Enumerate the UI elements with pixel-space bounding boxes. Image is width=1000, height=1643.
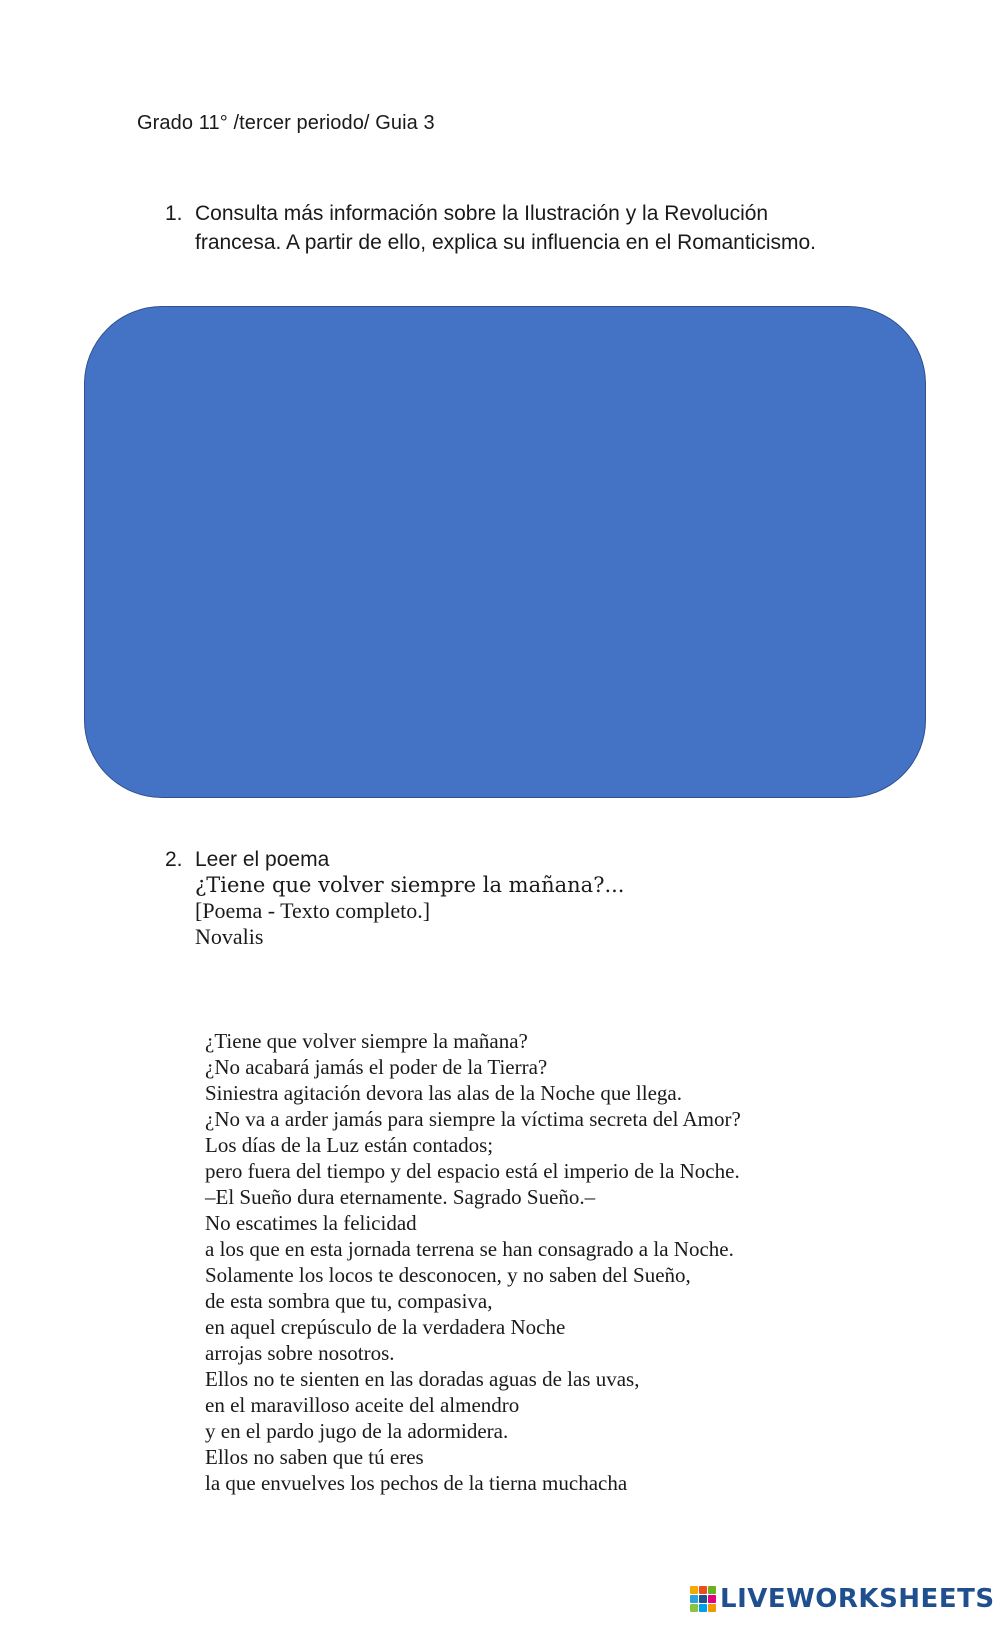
- liveworksheets-branding: [690, 1584, 995, 1614]
- poem-line: Solamente los locos te desconocen, y no saben del Sueño,: [205, 1263, 691, 1287]
- poem-title: ¿Tiene que volver siempre la mañana?...: [195, 873, 625, 897]
- poem-line: pero fuera del tiempo y del espacio está el imperio de la Noche.: [205, 1159, 740, 1183]
- poem-line: Siniestra agitación devora las alas de la Noche que llega.: [205, 1081, 682, 1105]
- question-2-number: 2.: [165, 848, 183, 871]
- question-1-line-1: Consulta más información sobre la Ilustración y la Revolución: [195, 202, 769, 225]
- logo-square: [690, 1595, 698, 1603]
- logo-square: [690, 1604, 698, 1612]
- question-1-text: [195, 199, 865, 257]
- poem-line: ¿Tiene que volver siempre la mañana?: [205, 1029, 528, 1053]
- poem-line: ¿No va a arder jamás para siempre la víctima secreta del Amor?: [205, 1107, 741, 1131]
- poem-body: [205, 1028, 741, 1496]
- poem-line: y en el pardo jugo de la adormidera.: [205, 1419, 509, 1443]
- poem-subtitle: [Poema - Texto completo.]: [195, 898, 431, 923]
- poem-header: [195, 872, 624, 950]
- poem-line: Los días de la Luz están contados;: [205, 1133, 494, 1157]
- question-2: [165, 845, 865, 874]
- poem-line: a los que en esta jornada terrena se han consagrado a la Noche.: [205, 1237, 734, 1261]
- poem-line: arrojas sobre nosotros.: [205, 1341, 395, 1365]
- poem-line: en el maravilloso aceite del almendro: [205, 1393, 520, 1417]
- poem-author: Novalis: [195, 924, 264, 949]
- liveworksheets-logo-icon: [690, 1586, 716, 1612]
- poem-line: –El Sueño dura eternamente. Sagrado Sueño.–: [205, 1185, 596, 1209]
- poem-line: la que envuelves los pechos de la tierna muchacha: [205, 1471, 628, 1495]
- logo-square: [708, 1595, 716, 1603]
- logo-square: [708, 1604, 716, 1612]
- poem-line: en aquel crepúsculo de la verdadera Noche: [205, 1315, 566, 1339]
- logo-square: [708, 1586, 716, 1594]
- poem-line: Ellos no saben que tú eres: [205, 1445, 424, 1469]
- question-1-line-2: francesa. A partir de ello, explica su influencia en el Romanticismo.: [195, 231, 816, 254]
- answer-box[interactable]: [84, 306, 926, 798]
- logo-square: [699, 1586, 707, 1594]
- logo-square: [690, 1586, 698, 1594]
- question-1: [165, 199, 865, 257]
- liveworksheets-wordmark: LIVEWORKSHEETS: [720, 1584, 995, 1614]
- question-2-text: Leer el poema: [195, 848, 330, 871]
- poem-line: No escatimes la felicidad: [205, 1211, 417, 1235]
- poem-line: Ellos no te sienten en las doradas aguas de las uvas,: [205, 1367, 640, 1391]
- logo-square: [699, 1595, 707, 1603]
- worksheet-header: Grado 11° /tercer periodo/ Guia 3: [137, 112, 435, 134]
- logo-square: [699, 1604, 707, 1612]
- poem-line: ¿No acabará jamás el poder de la Tierra?: [205, 1055, 548, 1079]
- question-1-number: 1.: [165, 202, 183, 225]
- poem-line: de esta sombra que tu, compasiva,: [205, 1289, 493, 1313]
